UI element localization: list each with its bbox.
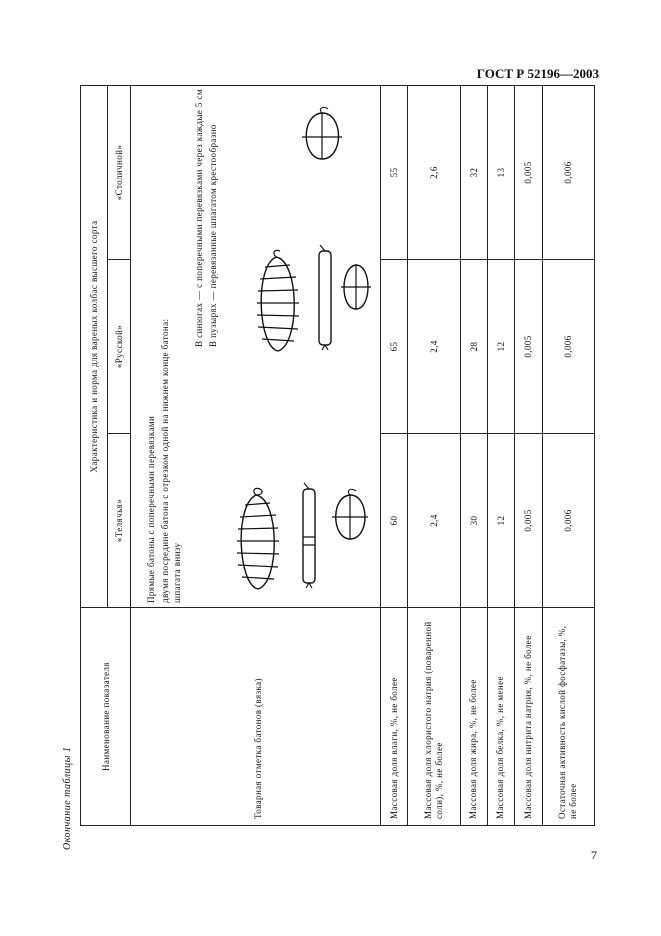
mark-text-line1: Прямые батоны с поперечными перевязками: [145, 415, 156, 603]
header-name: Наименование показателя: [81, 607, 131, 825]
header-group: Характеристика и норма для вареных колбас высшего сорта: [81, 85, 108, 607]
continuation-label: Окончание таблицы 1: [62, 746, 73, 850]
cell-phosphatase-russkaya: 0,006: [542, 259, 594, 433]
row-label-moisture: Массовая доля влаги, %, не более: [381, 607, 408, 825]
row-label-fat: Массовая доля жира, %, не более: [460, 607, 487, 825]
rotated-table-block: [62, 90, 602, 850]
cell-protein-stolichnaya: 13: [487, 85, 514, 259]
bladder-sausage-icon: [328, 487, 374, 547]
page-number: 7: [591, 848, 597, 862]
cell-nitrite-russkaya: 0,005: [515, 259, 542, 433]
cell-moisture-stolichnaya: 55: [381, 85, 408, 259]
straight-sausage-icon: [298, 479, 320, 589]
row-label-salt: Массовая доля хлористого натрия (поваренной соли), %, не более: [408, 607, 460, 825]
cell-protein-teljachya: 12: [487, 433, 514, 607]
mark-text-line4: В синюгах — с поперечными перевязками через каждые 5 см: [193, 89, 204, 347]
header-sort-russkaya: «Русской»: [108, 259, 131, 433]
mark-text-line3: шпагата внизу: [171, 542, 182, 603]
cell-phosphatase-teljachya: 0,006: [542, 433, 594, 607]
header-sort-teljachya: «Телячья»: [108, 433, 131, 607]
row-label-protein: Массовая доля белка, %, не менее: [487, 607, 514, 825]
cell-salt-russkaya: 2,4: [408, 259, 460, 433]
mark-text-line2: двумя посредине батона с отрезком одной на нижнем конце батона:: [159, 318, 170, 603]
cell-moisture-russkaya: 65: [381, 259, 408, 433]
row-label-nitrite: Массовая доля нитрита натрия, %, не более: [515, 607, 542, 825]
sausage-in-casing-tied-icon: [228, 485, 288, 595]
mark-row-label: Товарная отметка батонов (вязка): [131, 607, 381, 825]
cell-fat-russkaya: 28: [460, 259, 487, 433]
cell-salt-teljachya: 2,4: [408, 433, 460, 607]
cell-fat-stolichnaya: 32: [460, 85, 487, 259]
cell-moisture-teljachya: 60: [381, 433, 408, 607]
straight-sausage-icon: [314, 241, 336, 351]
characteristics-table: [80, 85, 595, 826]
header-sort-stolichnaya: «Столичной»: [108, 85, 131, 259]
cell-phosphatase-stolichnaya: 0,006: [542, 85, 594, 259]
row-label-phosphatase: Остаточная активность кислой фосфатазы, %, не более: [542, 607, 594, 825]
cell-fat-teljachya: 30: [460, 433, 487, 607]
cell-protein-russkaya: 12: [487, 259, 514, 433]
cell-nitrite-stolichnaya: 0,005: [515, 85, 542, 259]
mark-text-line5: В пузырях — перевязанные шпагатом крестообразно: [207, 124, 218, 347]
document-code: ГОСТ Р 52196—2003: [476, 66, 599, 81]
sausage-in-casing-tied-icon: [248, 247, 308, 357]
cell-salt-stolichnaya: 2,6: [408, 85, 460, 259]
cell-nitrite-teljachya: 0,005: [515, 433, 542, 607]
bladder-sausage-icon: [338, 257, 374, 317]
bladder-sausage-icon: [298, 103, 348, 167]
mark-row-content: [131, 85, 381, 607]
